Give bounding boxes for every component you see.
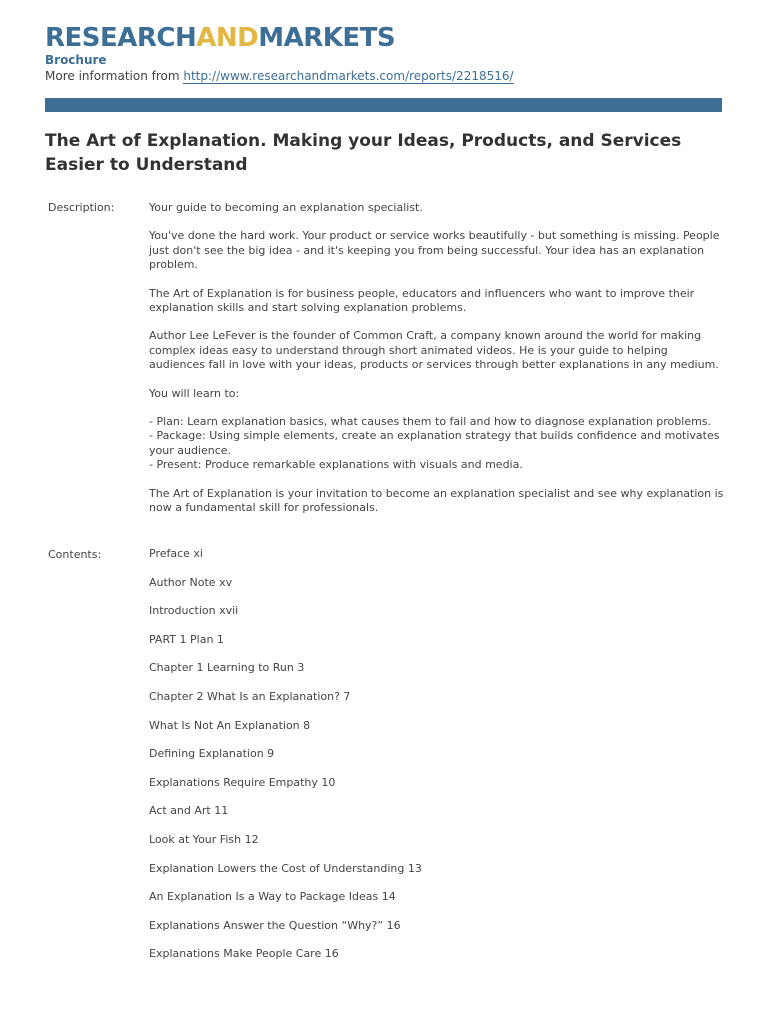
learn-list xyxy=(149,415,724,473)
contents-item: Explanations Answer the Question “Why?” 16 xyxy=(149,918,401,932)
contents-label: Contents: xyxy=(48,548,102,561)
researchandmarkets-logo xyxy=(45,22,395,54)
logo-research: RESEARCH xyxy=(45,23,197,53)
contents-item: Preface xi xyxy=(149,547,203,560)
contents-item: PART 1 Plan 1 xyxy=(149,632,224,646)
description-paragraph: Author Lee LeFever is the founder of Common Craft, a company known around the world for making complex ideas easy to understand through short animated videos. He is your guide to helping audiences fall in love with your ideas, products or services through better explanations in any medium. xyxy=(149,329,719,372)
description-paragraph: Your guide to becoming an explanation specialist. xyxy=(149,201,423,214)
contents-item: What Is Not An Explanation 8 xyxy=(149,718,311,732)
contents-item: Explanations Make People Care 16 xyxy=(149,947,339,961)
contents-item: Chapter 2 What Is an Explanation? 7 xyxy=(149,689,351,703)
learn-list-item: - Package: Using simple elements, create an explanation strategy that builds confidence and motivates your audience. xyxy=(149,429,720,457)
description-paragraph: You've done the hard work. Your product or service works beautifully - but something is missing. People just don't see the big idea - and it's keeping you from being successful. Your idea has an explanation problem. xyxy=(149,229,720,272)
more-info-line xyxy=(45,69,514,83)
learn-list-item: - Plan: Learn explanation basics, what causes them to fail and how to diagnose explanation problems. xyxy=(149,415,712,429)
logo-markets: MARKETS xyxy=(258,23,396,53)
header-divider-bar xyxy=(45,98,722,112)
contents-item: Explanation Lowers the Cost of Understanding 13 xyxy=(149,861,422,875)
contents-item: An Explanation Is a Way to Package Ideas 14 xyxy=(149,890,396,904)
description-paragraph: The Art of Explanation is for business people, educators and influencers who want to improve their explanation skills and start solving explanation problems. xyxy=(149,286,695,315)
contents-list xyxy=(149,547,724,976)
contents-item: Introduction xvii xyxy=(149,604,239,618)
contents-item: Explanations Require Empathy 10 xyxy=(149,775,336,789)
report-link[interactable]: http://www.researchandmarkets.com/reports/2218516/ xyxy=(183,69,514,83)
learn-list-item: - Present: Produce remarkable explanations with visuals and media. xyxy=(149,458,523,472)
brochure-label: Brochure xyxy=(45,53,107,67)
logo-and: AND xyxy=(196,23,259,53)
description-body xyxy=(149,201,724,516)
contents-item: Author Note xv xyxy=(149,575,233,589)
contents-item: Defining Explanation 9 xyxy=(149,747,275,761)
contents-item: Chapter 1 Learning to Run 3 xyxy=(149,661,305,675)
description-closing: The Art of Explanation is your invitation to become an explanation specialist and see why explanation is now a fundamental skill for professionals. xyxy=(149,486,724,515)
description-label: Description: xyxy=(48,201,115,214)
more-info-label: More information from xyxy=(45,69,184,83)
contents-item: Look at Your Fish 12 xyxy=(149,832,259,846)
page-title: The Art of Explanation. Making your Ideas, Products, and Services Easier to Understand xyxy=(45,131,682,175)
description-paragraph: You will learn to: xyxy=(149,386,240,400)
contents-item: Act and Art 11 xyxy=(149,804,229,818)
